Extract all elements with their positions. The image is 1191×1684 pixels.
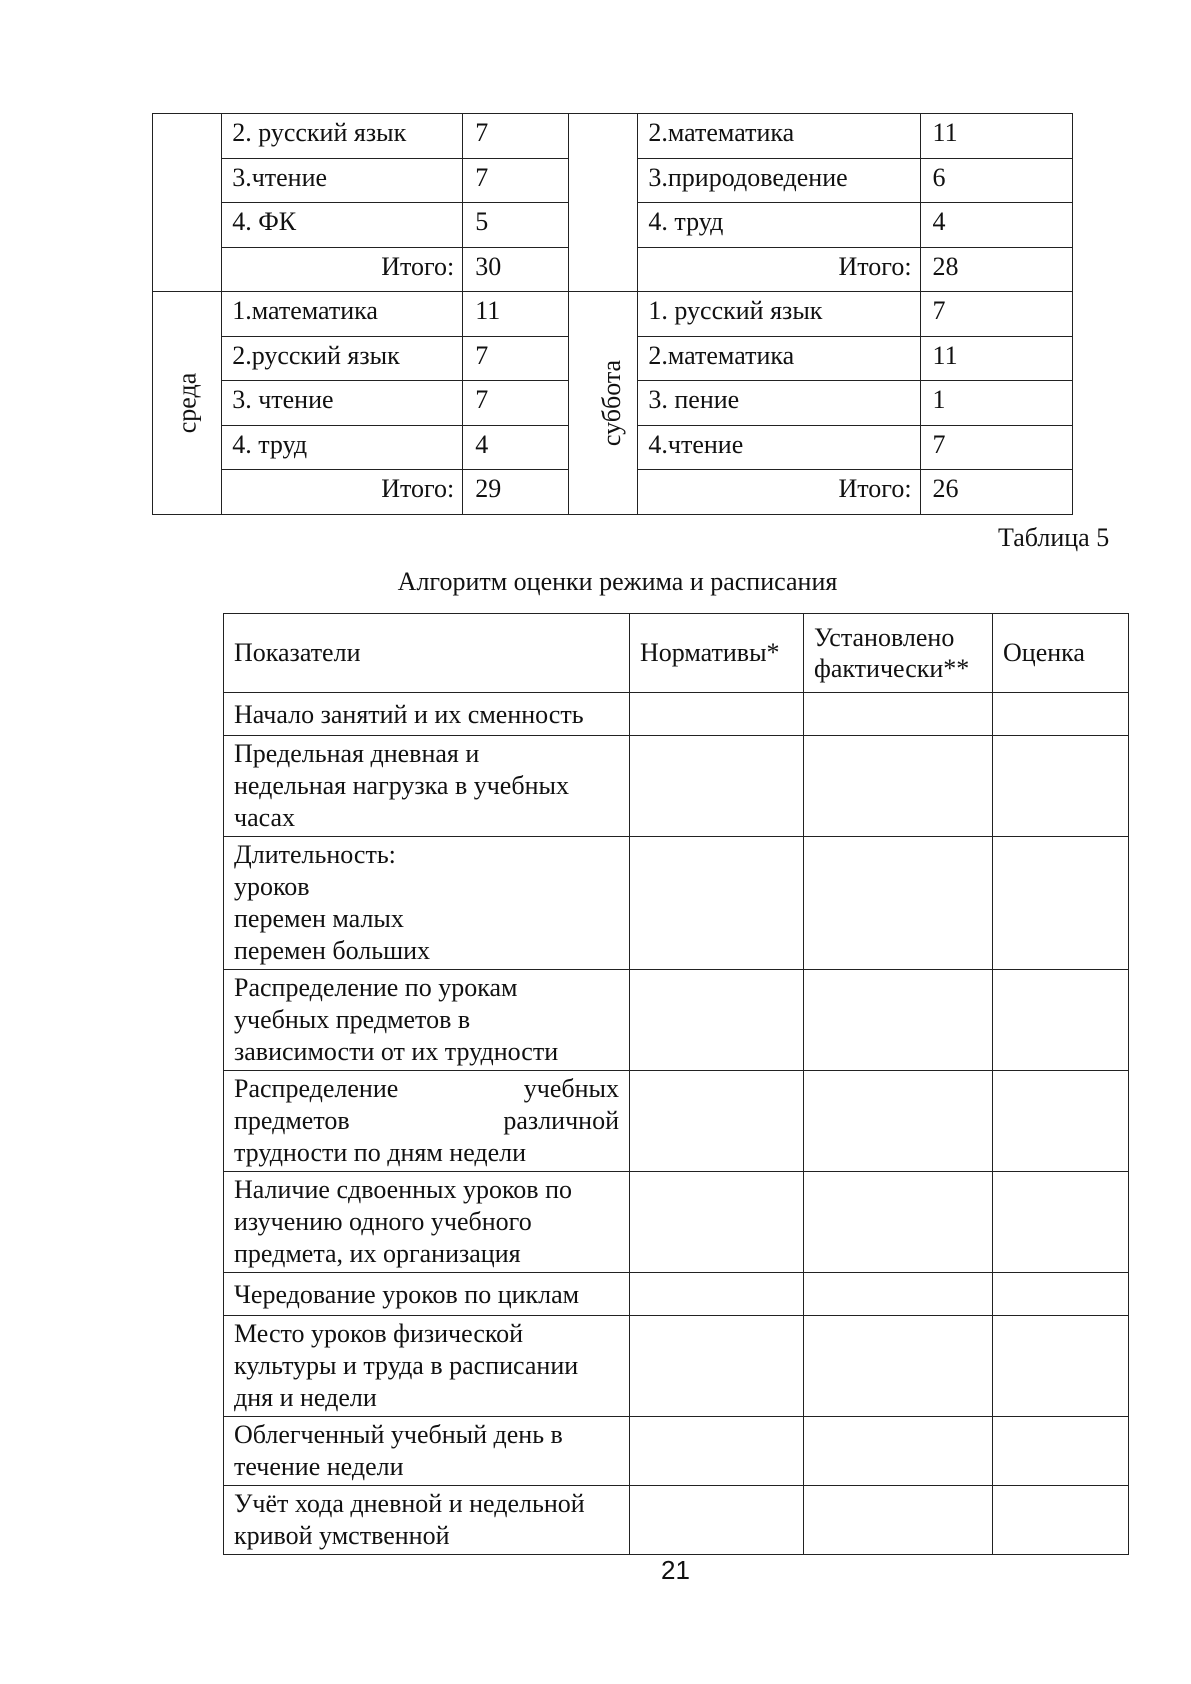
subject-cell: 2.математика: [638, 114, 920, 159]
hours-cell: 11: [920, 336, 1072, 381]
hours-cell: 5: [463, 203, 569, 248]
hours-cell: 11: [463, 292, 569, 337]
assessment-row: [224, 837, 1129, 970]
actual-cell: [804, 1172, 993, 1273]
indicator-cell: [224, 1486, 630, 1555]
actual-cell: [804, 1273, 993, 1316]
norm-cell: [630, 736, 804, 837]
assessment-row: [224, 736, 1129, 837]
indicator-line: Облегченный учебный день в: [234, 1420, 563, 1449]
indicator-cell: [224, 1417, 630, 1486]
subject-cell: 3.чтение: [222, 158, 463, 203]
hours-cell: 7: [463, 158, 569, 203]
header-rating: Оценка: [993, 614, 1129, 693]
hours-cell: 7: [463, 336, 569, 381]
indicator-line: перемен малых: [234, 904, 404, 933]
hours-cell: 1: [920, 381, 1072, 426]
indicator-line: Начало занятий и их сменность: [234, 700, 584, 729]
rating-cell: [993, 837, 1129, 970]
hours-cell: 7: [463, 114, 569, 159]
total-label: Итого:: [222, 247, 463, 292]
actual-cell: [804, 736, 993, 837]
total-label: Итого:: [638, 247, 920, 292]
hours-cell: 4: [920, 203, 1072, 248]
rating-cell: [993, 1273, 1129, 1316]
norm-cell: [630, 693, 804, 736]
indicator-line: Длительность:: [234, 840, 396, 869]
indicator-line: Распределение по урокам: [234, 973, 518, 1002]
hours-cell: 4: [463, 425, 569, 470]
hours-cell: 6: [920, 158, 1072, 203]
actual-cell: [804, 1071, 993, 1172]
indicator-cell: [224, 693, 630, 736]
subject-cell: 3. пение: [638, 381, 920, 426]
indicator-line: культуры и труда в расписании: [234, 1351, 579, 1380]
header-actual: Установлено фактически**: [804, 614, 993, 693]
norm-cell: [630, 1316, 804, 1417]
rating-cell: [993, 1071, 1129, 1172]
norm-cell: [630, 1172, 804, 1273]
actual-cell: [804, 1316, 993, 1417]
rating-cell: [993, 1417, 1129, 1486]
rating-cell: [993, 693, 1129, 736]
table-number-label: Таблица 5: [998, 523, 1110, 552]
total-value: 28: [920, 247, 1072, 292]
header-indicators: Показатели: [224, 614, 630, 693]
hours-cell: 7: [463, 381, 569, 426]
page-number-text: 21: [661, 1555, 690, 1585]
table-title: [0, 567, 1191, 597]
total-label: Итого:: [222, 470, 463, 515]
norm-cell: [630, 1071, 804, 1172]
assessment-row: [224, 1316, 1129, 1417]
indicator-line: перемен больших: [234, 936, 431, 965]
norm-cell: [630, 1273, 804, 1316]
rating-cell: [993, 1172, 1129, 1273]
day-cell-empty-left: [153, 114, 222, 292]
indicator-line: дня и недели: [234, 1383, 377, 1412]
rating-cell: [993, 970, 1129, 1071]
assessment-table: [223, 613, 1129, 1555]
indicator-line: кривой умственной: [234, 1521, 450, 1550]
indicator-line: Учёт хода дневной и недельной: [234, 1489, 585, 1518]
indicator-line: течение недели: [234, 1452, 404, 1481]
subject-cell: 1. русский язык: [638, 292, 920, 337]
indicator-cell: [224, 1071, 630, 1172]
indicator-line: недельная нагрузка в учебных: [234, 771, 569, 800]
assessment-row: [224, 1273, 1129, 1316]
actual-cell: [804, 1486, 993, 1555]
indicator-cell: [224, 970, 630, 1071]
indicator-line: изучению одного учебного: [234, 1207, 532, 1236]
indicator-line: уроков: [234, 872, 310, 901]
indicator-line: учебных предметов в: [234, 1005, 471, 1034]
indicator-line: зависимости от их трудности: [234, 1037, 559, 1066]
indicator-cell: [224, 1316, 630, 1417]
assessment-row: [224, 1486, 1129, 1555]
indicator-line: трудности по дням недели: [234, 1138, 527, 1167]
actual-cell: [804, 693, 993, 736]
day-cell-wednesday: [153, 292, 222, 515]
schedule-row: [153, 114, 1073, 159]
day-cell-saturday: [569, 292, 638, 515]
actual-cell: [804, 837, 993, 970]
hours-cell: 7: [920, 425, 1072, 470]
hours-cell: 11: [920, 114, 1072, 159]
norm-cell: [630, 837, 804, 970]
indicator-cell: [224, 837, 630, 970]
norm-cell: [630, 1486, 804, 1555]
indicator-line: предмета, их организация: [234, 1239, 521, 1268]
rating-cell: [993, 1486, 1129, 1555]
rating-cell: [993, 736, 1129, 837]
total-label: Итого:: [638, 470, 920, 515]
indicator-line: Предельная дневная и: [234, 739, 480, 768]
indicator-cell: [224, 1172, 630, 1273]
indicator-cell: [224, 736, 630, 837]
assessment-row: [224, 1071, 1129, 1172]
subject-cell: 4. труд: [638, 203, 920, 248]
day-cell-empty-right: [569, 114, 638, 292]
subject-cell: 3. чтение: [222, 381, 463, 426]
hours-cell: 7: [920, 292, 1072, 337]
subject-cell: 4.чтение: [638, 425, 920, 470]
assessment-row: [224, 1417, 1129, 1486]
norm-cell: [630, 970, 804, 1071]
subject-cell: 4. труд: [222, 425, 463, 470]
page-number: [0, 1555, 1191, 1586]
table-title-text: Алгоритм оценки режима и расписания: [397, 567, 838, 596]
assessment-header-row: [224, 614, 1129, 693]
subject-cell: 4. ФК: [222, 203, 463, 248]
assessment-row: [224, 1172, 1129, 1273]
indicator-line: Распределение учебных: [234, 1074, 619, 1103]
assessment-row: [224, 693, 1129, 736]
indicator-line: часах: [234, 803, 296, 832]
actual-cell: [804, 1417, 993, 1486]
subject-cell: 2.математика: [638, 336, 920, 381]
indicator-cell: [224, 1273, 630, 1316]
rating-cell: [993, 1316, 1129, 1417]
indicator-line: предметов различной: [234, 1106, 619, 1135]
subject-cell: 3.природоведение: [638, 158, 920, 203]
norm-cell: [630, 1417, 804, 1486]
total-value: 30: [463, 247, 569, 292]
schedule-table: [152, 113, 1073, 515]
indicator-line: Наличие сдвоенных уроков по: [234, 1175, 572, 1204]
actual-cell: [804, 970, 993, 1071]
subject-cell: 2.русский язык: [222, 336, 463, 381]
total-value: 29: [463, 470, 569, 515]
subject-cell: 1.математика: [222, 292, 463, 337]
indicator-line: Чередование уроков по циклам: [234, 1280, 580, 1309]
total-value: 26: [920, 470, 1072, 515]
assessment-row: [224, 970, 1129, 1071]
header-norms: Нормативы*: [630, 614, 804, 693]
schedule-row: [153, 292, 1073, 337]
day-label: суббота: [597, 359, 627, 446]
subject-cell: 2. русский язык: [222, 114, 463, 159]
indicator-line: Место уроков физической: [234, 1319, 524, 1348]
day-label: среда: [172, 372, 202, 434]
